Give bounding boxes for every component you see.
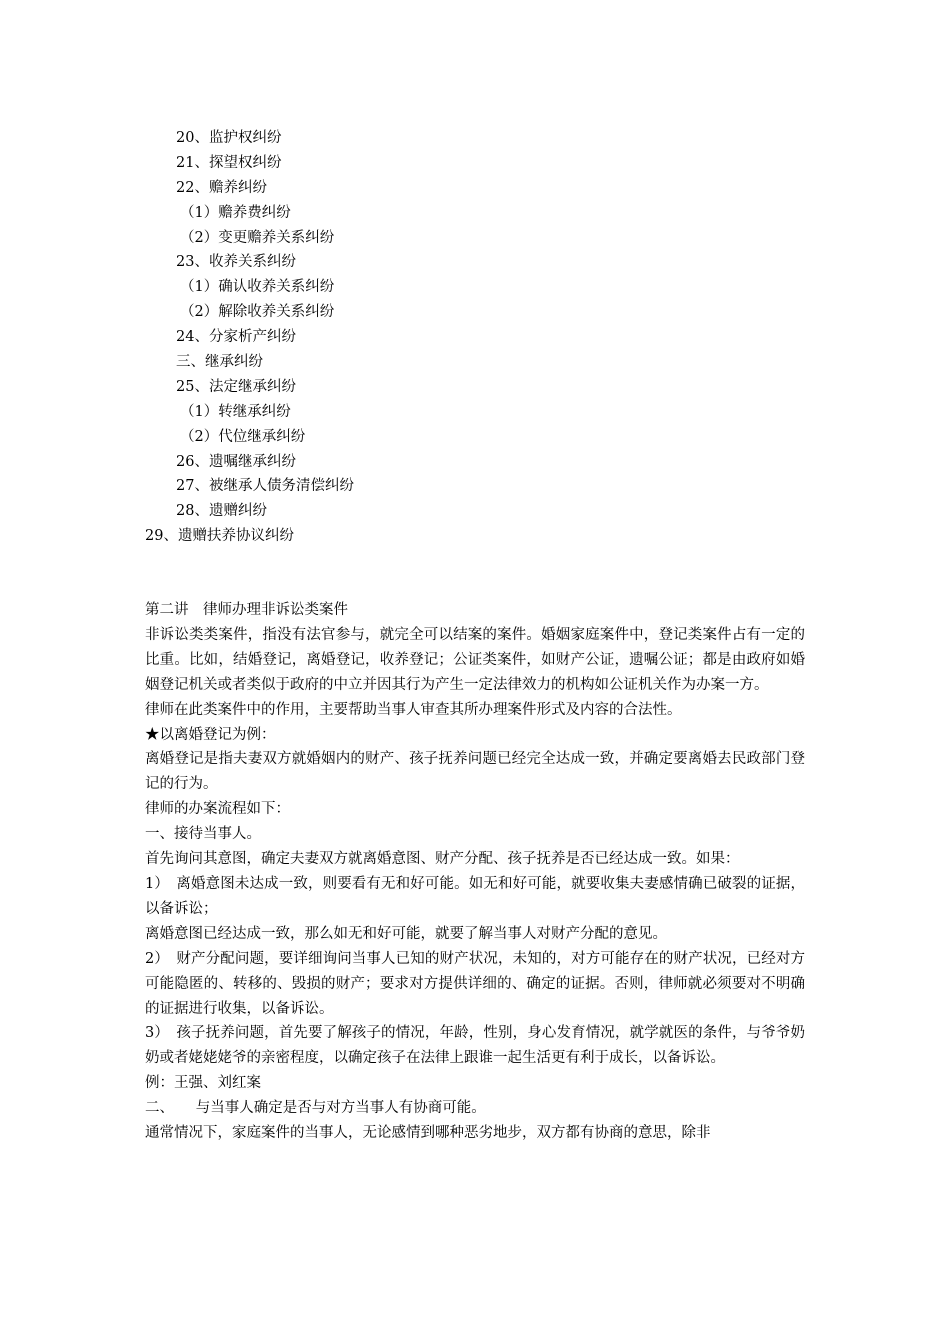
outline-item: 26、遗嘱继承纠纷 [176,453,296,470]
outline-subitem: （2）变更赡养关系纠纷 [180,229,335,246]
numbered-paragraph: 1） 离婚意图未达成一致，则要看有无和好可能。如无和好可能，就要收集夫妻感情确已破裂的证据，以备诉讼； [145,875,805,917]
paragraph: 离婚意图已经达成一致，那么如无和好可能，就要了解当事人对财产分配的意见。 [145,925,667,942]
outline-item: 22、赡养纠纷 [176,179,267,196]
paragraph: 非诉讼类类案件，指没有法官参与，就完全可以结案的案件。婚姻家庭案件中，登记类案件占有一定的比重。比如，结婚登记，离婚登记，收养登记；公证类案件，如财产公证，遗嘱公证；都是由政府如婚姻登记机关或者类似于政府的中立并因其行为产生一定法律效力的机构如公证机关作为办案一方。 [145,626,805,693]
example-line: 例：王强、刘红案 [145,1075,261,1092]
outline-item: 25、法定继承纠纷 [176,378,296,395]
outline-item: 23、收养关系纠纷 [176,254,296,271]
step-heading: 二、 与当事人确定是否与对方当事人有协商可能。 [145,1100,486,1117]
lecture-section [145,598,805,1146]
outline-subitem: （2）代位继承纠纷 [180,428,306,445]
paragraph: 首先询问其意图，确定夫妻双方就离婚意图、财产分配、孩子抚养是否已经达成一致。如果： [145,851,740,868]
outline-item: 27、被继承人债务清偿纠纷 [176,478,354,495]
outline-item: 20、监护权纠纷 [176,130,282,146]
outline-subitem: （2）解除收养关系纠纷 [180,304,335,321]
numbered-paragraph: 2） 财产分配问题，要详细询问当事人已知的财产状况，未知的，对方可能存在的财产状况，已经对方可能隐匿的、转移的、毁损的财产；要求对方提供详细的、确定的证据。否则，律师就必须要对不明确的证据进行收集，以备诉讼。 [145,950,805,1017]
outline-subitem: （1）确认收养关系纠纷 [180,279,335,296]
numbered-paragraph: 3） 孩子抚养问题，首先要了解孩子的情况，年龄，性别，身心发育情况，就学就医的条件，与爷爷奶奶或者姥姥姥爷的亲密程度，以确定孩子在法律上跟谁一起生活更有利于成长，以备诉讼。 [145,1025,805,1067]
outline-item: 24、分家析产纠纷 [176,329,296,346]
outline-item: 29、遗赠扶养协议纠纷 [145,528,294,545]
outline-subitem: （1）赡养费纠纷 [180,204,291,221]
outline-subitem: （1）转继承纠纷 [180,403,291,420]
outline-item: 21、探望权纠纷 [176,154,282,171]
paragraph: 律师在此类案件中的作用，主要帮助当事人审查其所办理案件形式及内容的合法性。 [145,701,682,718]
outline-item: 28、遗赠纠纷 [176,503,267,520]
outline-section-heading: 三、继承纠纷 [176,354,263,371]
paragraph: 离婚登记是指夫妻双方就婚姻内的财产、孩子抚养问题已经完全达成一致，并确定要离婚去民政部门登记的行为。 [145,751,805,793]
example-heading: ★以离婚登记为例： [145,726,276,743]
step-heading: 一、接待当事人。 [145,826,261,843]
lecture-title: 第二讲 律师办理非诉讼类案件 [145,602,348,618]
dispute-outline-list [145,126,805,549]
paragraph: 律师的办案流程如下： [145,801,290,818]
paragraph: 通常情况下，家庭案件的当事人，无论感情到哪种恶劣地步，双方都有协商的意思，除非 [145,1125,711,1142]
